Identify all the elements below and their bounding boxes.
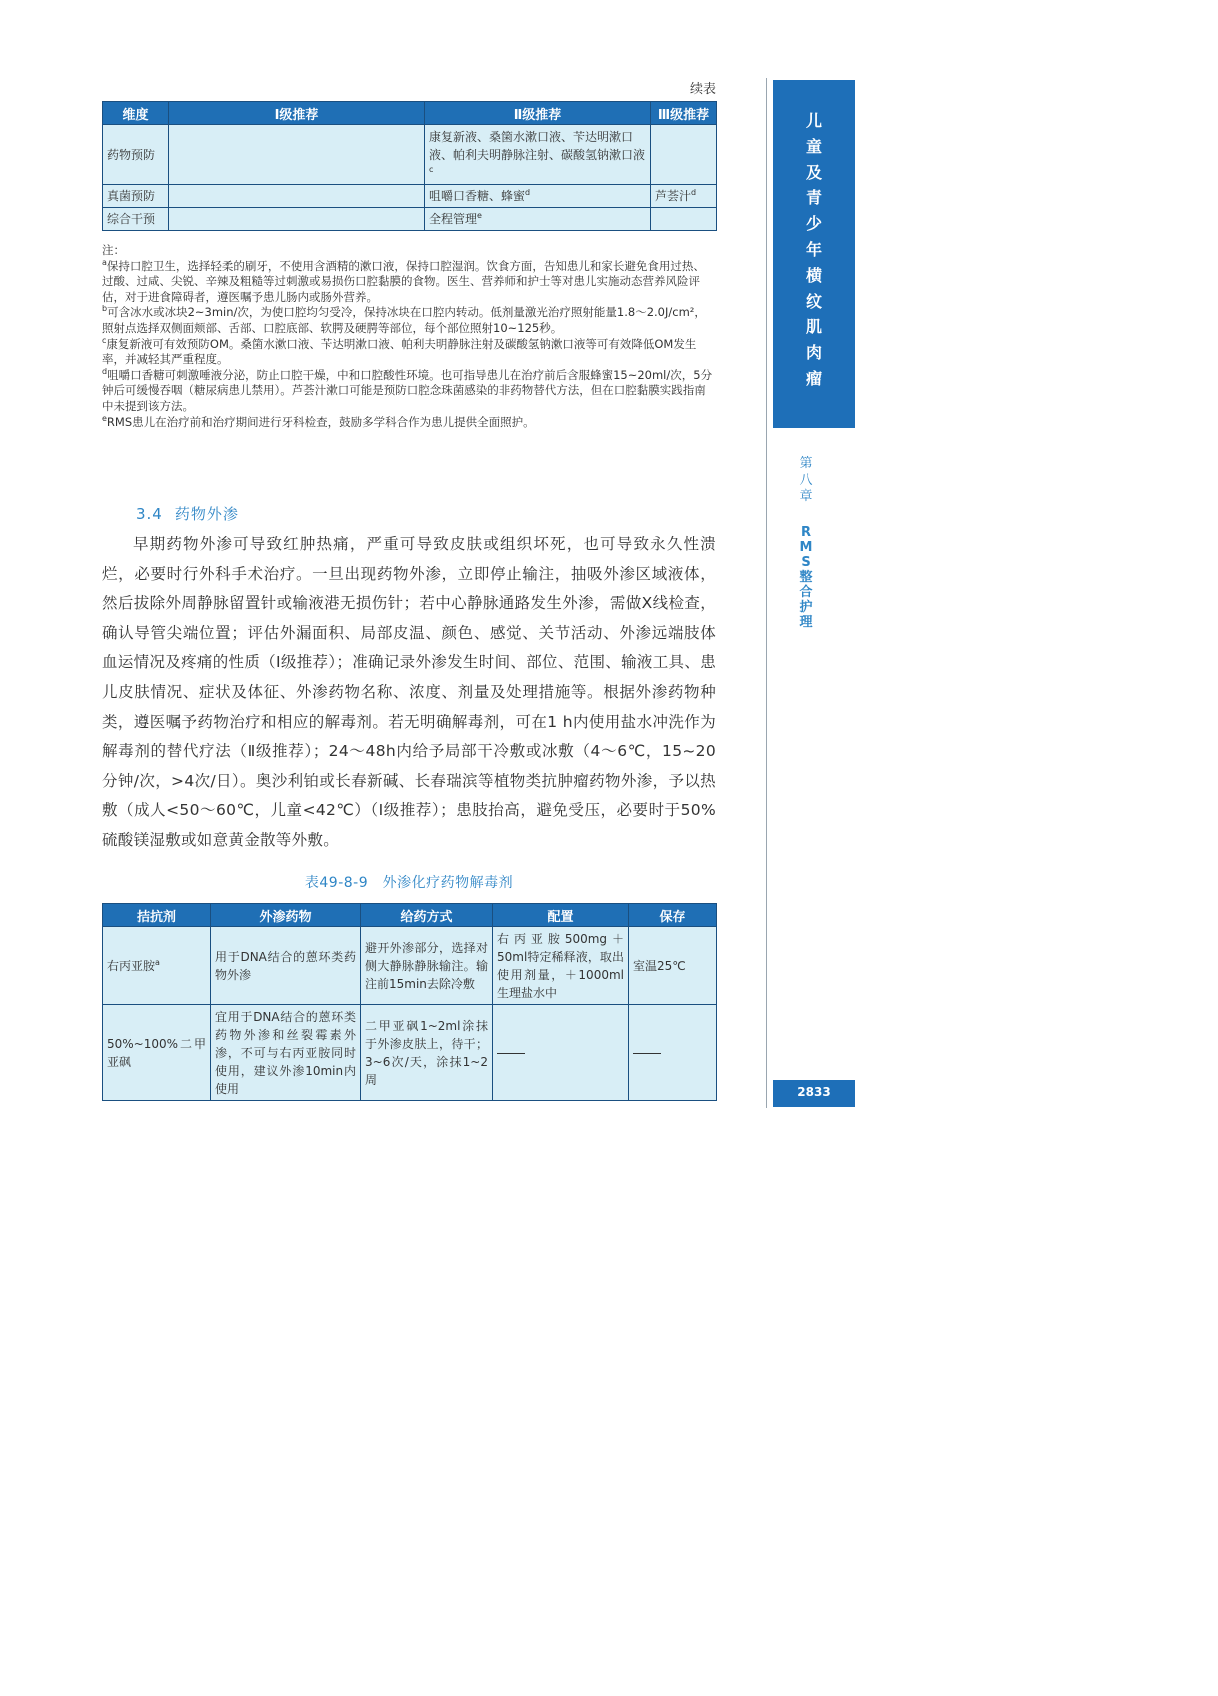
footnote-marker: d xyxy=(691,188,697,197)
cell-level1 xyxy=(169,208,425,231)
cell-level2 xyxy=(425,208,651,231)
header-level3: Ⅲ级推荐 xyxy=(651,102,717,125)
chapter-topic xyxy=(796,525,816,630)
book-title-char: 肉 xyxy=(805,343,822,363)
note-text: 咀嚼口香糖可刺激唾液分泌，防止口腔干燥，中和口腔酸性环境。也可指导患儿在治疗前后含服蜂蜜15~20ml/次，5分钟后可缓慢吞咽（糖尿病患儿禁用）。芦荟汁漱口可能是预防口腔念珠菌感染的非药物替代方法，但在口腔黏膜实践指南中未提到该方法。 xyxy=(102,367,713,413)
chapter-topic-char: 合 xyxy=(799,585,813,600)
cell-config xyxy=(493,1005,629,1101)
note-item xyxy=(102,415,716,431)
note-text: RMS患儿在治疗前和治疗期间进行牙科检查，鼓励多学科合作为患儿提供全面照护。 xyxy=(106,414,535,429)
header-dimension: 维度 xyxy=(103,102,169,125)
cell-text: 全程管理 xyxy=(429,212,478,226)
cell-level1 xyxy=(169,125,425,185)
footnote-marker: a xyxy=(102,257,107,267)
section-title: 药物外渗 xyxy=(174,505,239,523)
cell-method: 避开外渗部分，选择对侧大静脉静脉输注。输注前15min去除冷敷 xyxy=(361,927,493,1005)
cell-level3 xyxy=(651,185,717,208)
cell-text: 右丙亚胺 xyxy=(107,958,156,973)
book-title-char: 少 xyxy=(805,214,822,234)
cell-text: 咀嚼口香糖、蜂蜜 xyxy=(429,189,526,203)
footnote-marker: b xyxy=(102,304,108,314)
cell-level3 xyxy=(651,208,717,231)
footnote-marker: c xyxy=(429,164,434,174)
antidote-table xyxy=(102,903,717,1101)
book-title-char: 肌 xyxy=(805,317,822,337)
cell-storage: 室温25℃ xyxy=(629,927,717,1005)
cell-dimension: 真菌预防 xyxy=(103,185,169,208)
cell-storage xyxy=(629,1005,717,1101)
chapter-char: 第 xyxy=(799,456,813,471)
table-row xyxy=(103,185,717,208)
body-paragraph: 早期药物外渗可导致红肿热痛，严重可导致皮肤或组织坏死，也可导致永久性溃烂，必要时行外科手术治疗。一旦出现药物外渗，立即停止输注，抽吸外渗区域液体，然后拔除外周静脉留置针或输液港无损伤针；若中心静脉通路发生外渗，需做X线检查，确认导管尖端位置；评估外漏面积、局部皮温、颜色、感觉、关节活动、外渗远端肢体血运情况及疼痛的性质（Ⅰ级推荐）；准确记录外渗发生时间、部位、范围、输液工具、患儿皮肤情况、症状及体征、外渗药物名称、浓度、剂量及处理措施等。根据外渗药物种类，遵医嘱予药物治疗和相应的解毒剂。若无明确解毒剂，可在1 h内使用盐水冲洗作为解毒剂的替代疗法（Ⅱ级推荐）；24～48h内给予局部干冷敷或冰敷（4～6℃，15~20分钟/次，>4次/日）。奥沙利铂或长春新碱、长春瑞滨等植物类抗肿瘤药物外渗，予以热敷（成人<50～60℃，儿童<42℃）（Ⅰ级推荐）；患肢抬高，避免受压，必要时于50%硫酸镁湿敷或如意黄金散等外敷。 xyxy=(102,535,716,849)
note-text: 可含冰水或冰块2~3min/次，为使口腔均匀受冷，保持冰块在口腔内转动。低剂量激光治疗照射能量1.8～2.0J/cm²，照射点选择双侧面颊部、舌部、口腔底部、软腭及硬腭等部位，每个部位照射10~125秒。 xyxy=(102,305,706,335)
cell-drug: 用于DNA结合的蒽环类药物外渗 xyxy=(211,927,361,1005)
footnote-marker: c xyxy=(102,335,107,345)
note-item xyxy=(102,337,716,368)
chapter-topic-char: M xyxy=(799,540,813,555)
footnote-marker: e xyxy=(102,413,107,423)
chapter-topic-char: 理 xyxy=(799,615,813,630)
header-level2: Ⅱ级推荐 xyxy=(425,102,651,125)
empty-dash xyxy=(497,1053,525,1054)
note-text: 康复新液可有效预防OM。桑箘水漱口液、苄达明漱口液、帕利夫明静脉注射及碳酸氢钠漱口液等可有效降低OM发生率，并减轻其严重程度。 xyxy=(102,336,697,367)
cell-drug: 宜用于DNA结合的蒽环类药物外渗和丝裂霉素外渗，不可与右丙亚胺同时使用，建议外渗10min内使用 xyxy=(211,1005,361,1101)
cell-antagonist xyxy=(103,927,211,1005)
table-header-row xyxy=(103,102,717,125)
book-title-char: 年 xyxy=(805,239,822,259)
margin-divider xyxy=(766,78,767,1108)
footnote-marker: d xyxy=(525,188,531,197)
table-row xyxy=(103,927,717,1005)
table-row xyxy=(103,208,717,231)
table-header-row xyxy=(103,904,717,927)
cell-level1 xyxy=(169,185,425,208)
header-administration: 给药方式 xyxy=(361,904,493,927)
cell-config: 右丙亚胺500mg＋50ml特定稀释液，取出使用剂量，＋1000ml生理盐水中 xyxy=(493,927,629,1005)
note-item xyxy=(102,259,716,306)
note-item xyxy=(102,368,716,415)
book-title-char: 及 xyxy=(805,162,822,182)
book-title-char: 童 xyxy=(805,136,822,156)
header-extravasated-drug: 外渗药物 xyxy=(211,904,361,927)
header-level1: Ⅰ级推荐 xyxy=(169,102,425,125)
note-item xyxy=(102,305,716,336)
book-title xyxy=(773,108,855,392)
table-caption: 表49-8-9 外渗化疗药物解毒剂 xyxy=(304,875,514,891)
chapter-topic-char: S xyxy=(801,555,811,570)
book-title-char: 横 xyxy=(805,265,822,285)
cell-dimension: 药物预防 xyxy=(103,125,169,185)
book-title-char: 瘤 xyxy=(805,368,822,388)
cell-level3 xyxy=(651,125,717,185)
footnote-marker: d xyxy=(102,366,108,376)
cell-text: 芦荟汁 xyxy=(655,189,692,203)
recommendation-table xyxy=(102,101,717,231)
chapter-topic-char: 整 xyxy=(799,570,813,585)
chapter-char: 八 xyxy=(799,472,813,488)
header-storage: 保存 xyxy=(629,904,717,927)
table-row xyxy=(103,1005,717,1101)
cell-level2 xyxy=(425,185,651,208)
section-number: 3.4 xyxy=(136,505,163,523)
header-antagonist: 拮抗剂 xyxy=(103,904,211,927)
header-preparation: 配置 xyxy=(493,904,629,927)
notes-title: 注： xyxy=(102,243,125,257)
book-title-char: 儿 xyxy=(805,111,822,130)
cell-antagonist: 50%~100%二甲亚砜 xyxy=(103,1005,211,1101)
chapter-topic-char: R xyxy=(800,525,811,540)
chapter-label xyxy=(796,456,816,506)
page-number: 2833 xyxy=(797,1085,831,1099)
empty-dash xyxy=(633,1053,661,1054)
book-title-char: 青 xyxy=(805,188,822,208)
book-title-char: 纹 xyxy=(805,291,822,311)
table-row xyxy=(103,125,717,185)
chapter-char: 章 xyxy=(799,489,813,504)
cell-method: 二甲亚砜1~2ml涂抹于外渗皮肤上，待干；3~6次/天，涂抹1~2周 xyxy=(361,1005,493,1101)
footnote-marker: e xyxy=(477,211,482,220)
section-heading xyxy=(136,503,239,524)
table-notes xyxy=(102,243,716,430)
cell-dimension: 综合干预 xyxy=(103,208,169,231)
continued-label: 续表 xyxy=(689,82,716,97)
cell-text: 康复新液、桑箘水漱口液、苄达明漱口液、帕利夫明静脉注射、碳酸氢钠漱口液 xyxy=(429,129,646,162)
note-text: 保持口腔卫生，选择轻柔的刷牙，不使用含酒精的漱口液，保持口腔湿润。饮食方面，告知患儿和家长避免食用过热、过酸、过咸、尖锐、辛辣及粗糙等过刺激或易损伤口腔黏膜的食物。医生、营养师和护士等对患儿实施动态营养风险评估，对于进食障碍者，遵医嘱予患儿肠内或肠外营养。 xyxy=(102,258,705,304)
footnote-marker: a xyxy=(155,957,160,967)
chapter-topic-char: 护 xyxy=(799,600,813,615)
cell-level2 xyxy=(425,125,651,185)
